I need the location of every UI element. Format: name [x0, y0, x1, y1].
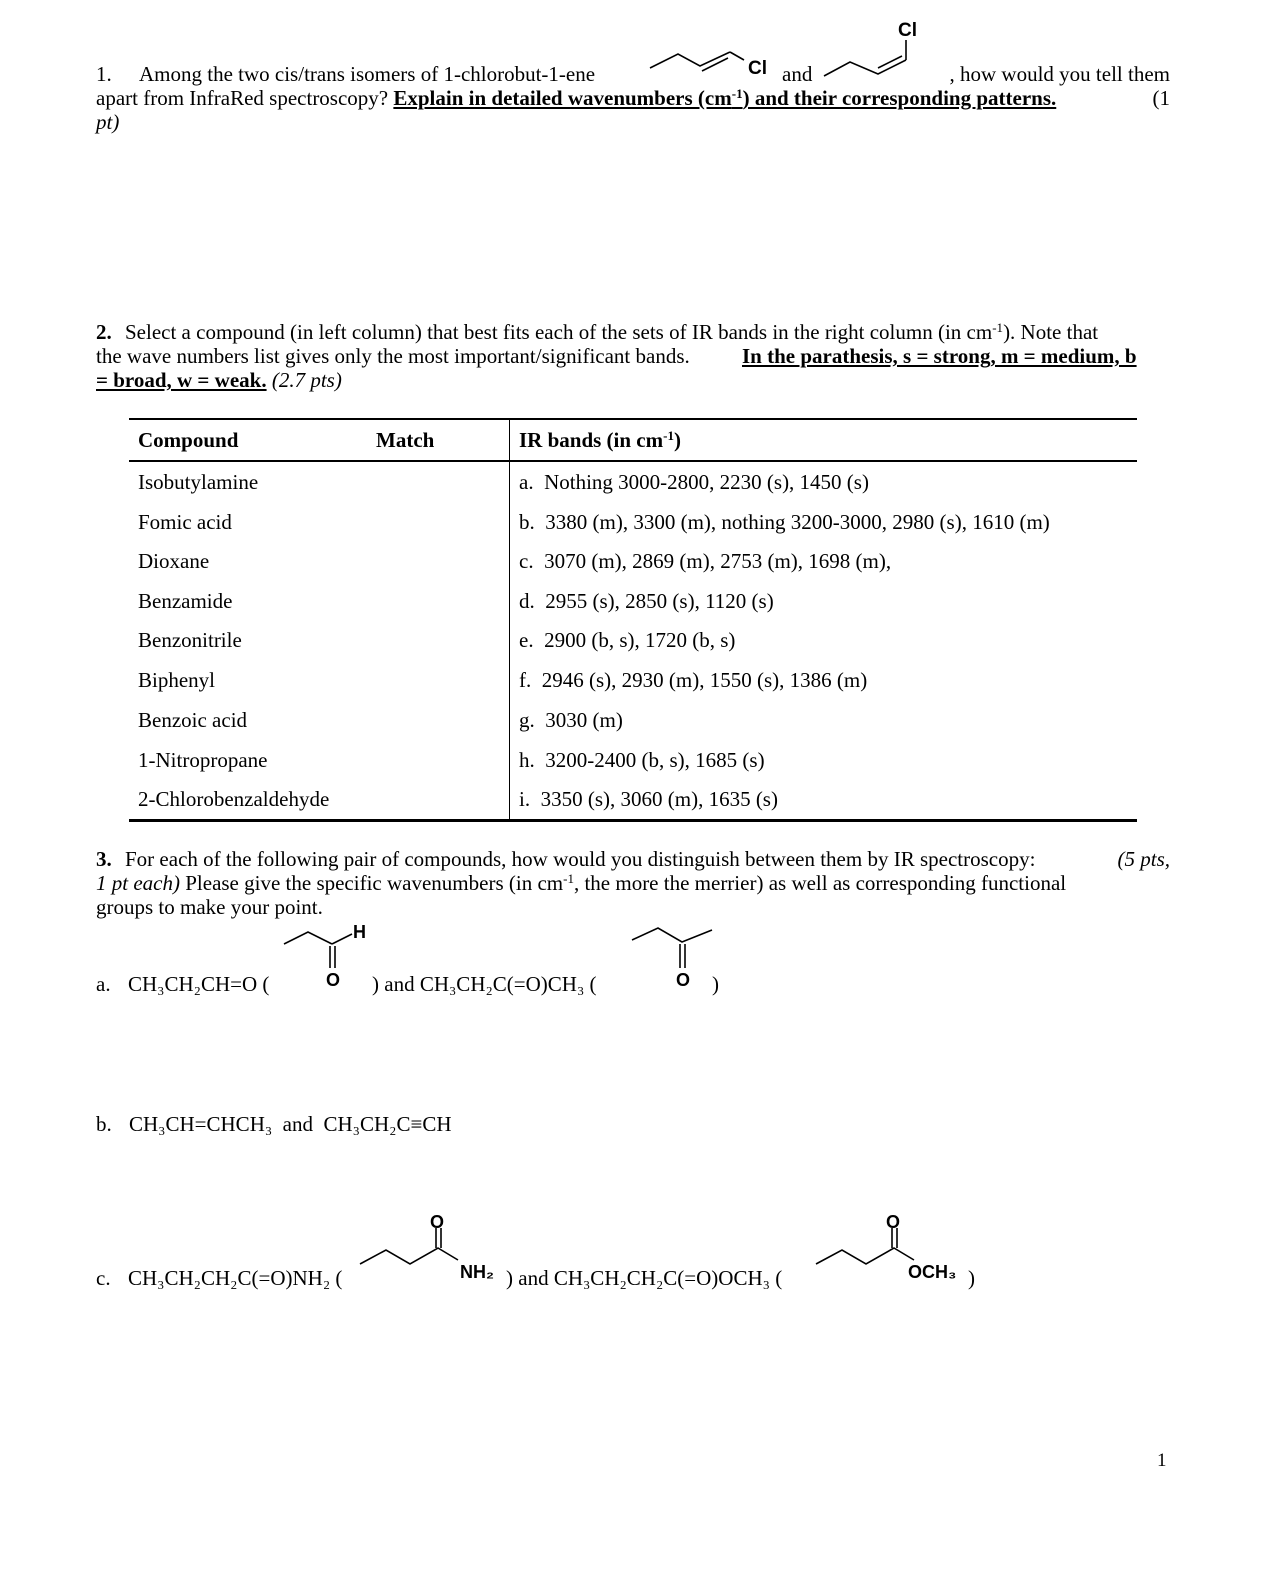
ir-band-cell: h. 3200-2400 (b, s), 1685 (s): [519, 748, 765, 772]
compound-cell: Benzoic acid: [138, 708, 248, 732]
table-column-separator: [509, 419, 510, 821]
q1-points-a: (1: [1152, 86, 1170, 110]
trans-cl-label: Cl: [748, 58, 767, 79]
trans-chlorobutene-structure: [648, 44, 758, 84]
q1-line2-start: apart from InfraRed spectroscopy?: [96, 86, 389, 110]
q2-line-1: 2. Select a compound (in left column) that best fits each of the sets of IR bands in the right column (in $cm^{-1}$). Note that: [96, 320, 1099, 344]
butanamide-o-label: O: [430, 1212, 445, 1232]
q2-number: 2.: [96, 320, 112, 344]
methyl-butanoate-o-label: O: [886, 1212, 901, 1232]
q1-points-b: pt): [96, 110, 120, 134]
cis-double-bond: [878, 56, 902, 68]
q3a-end: ): [712, 972, 719, 996]
ir-band-cell: c. 3070 (m), 2869 (m), 2753 (m), 1698 (m),: [519, 549, 892, 573]
table-top-rule: [129, 418, 1137, 420]
compound-cell: Dioxane: [138, 549, 210, 573]
q3a-formula-2: ) and CH₃CH₂C(=O)CH₃ (: [372, 972, 597, 996]
butanone-structure: [630, 926, 720, 982]
header-match: Match: [376, 428, 435, 452]
cis-skeleton: [824, 60, 906, 76]
q3a-formula-1: CH₃CH₂CH=O (: [128, 972, 270, 996]
cis-cl-label: Cl: [898, 20, 917, 41]
q3c-label: c.: [96, 1266, 111, 1290]
butanamide-structure: [358, 1210, 468, 1280]
q2-legend: In the parathesis, s = strong, m = medium, b: [742, 344, 1137, 368]
compound-cell: Benzonitrile: [138, 628, 242, 652]
ir-band-cell: f. 2946 (s), 2930 (m), 1550 (s), 1386 (m): [519, 668, 868, 692]
q1-lead-text: Among the two cis/trans isomers of 1-chlorobut-1-ene: [139, 62, 596, 86]
butanamide-nh2-label: NH₂: [460, 1262, 494, 1282]
trans-skeleton: [650, 52, 730, 68]
compound-cell: Benzamide: [138, 589, 233, 613]
page-number: 1: [1157, 1450, 1167, 1471]
propanal-chain: [284, 932, 332, 944]
compound-cell: Biphenyl: [138, 668, 215, 692]
q2-points: (2.7 pts): [271, 368, 342, 392]
ir-band-cell: e. 2900 (b, s), 1720 (b, s): [519, 628, 736, 652]
compound-cell: 2-Chlorobenzaldehyde: [138, 787, 330, 811]
q1-instruction: Explain in detailed wavenumbers $(cm^{-1})$ and their corresponding patterns.: [393, 86, 1057, 110]
header-compound: Compound: [138, 428, 239, 452]
ir-band-cell: i. 3350 (s), 3060 (m), 1635 (s): [519, 787, 778, 811]
q3-number: 3.: [96, 847, 112, 871]
propanal-h-label: H: [353, 922, 366, 942]
q3b-text: CH₃CH=CHCH₃ and CH₃CH₂C≡CH: [129, 1112, 452, 1136]
compound-cell: 1-Nitropropane: [138, 748, 268, 772]
ir-band-cell: b. 3380 (m), 3300 (m), nothing 3200-3000, 2980 (s), 1610 (m): [519, 510, 1050, 534]
table-bottom-rule: [129, 819, 1137, 822]
ir-band-cell: d. 2955 (s), 2850 (s), 1120 (s): [519, 589, 774, 613]
butanone-o-label: O: [676, 970, 691, 990]
ir-band-cell: a. Nothing 3000-2800, 2230 (s), 1450 (s): [519, 470, 869, 494]
compound-cell: Isobutylamine: [138, 470, 259, 494]
q3c-formula-2: ) and CH₃CH₂CH₂C(=O)OCH₃ (: [506, 1266, 783, 1290]
q2-line-2: the wave numbers list gives only the most important/significant bands. In the parathesis, s = strong, m = medium, b: [96, 344, 1137, 368]
methyl-butanoate-och3-label: OCH₃: [908, 1262, 957, 1282]
trans-double-bond: [702, 58, 728, 71]
header-ir-bands: IR bands (in $cm^{-1}$): [519, 428, 681, 452]
butanone-chain: [632, 928, 712, 942]
table-header-rule: [129, 460, 1137, 462]
q3a-label: a.: [96, 972, 111, 996]
q1-number: 1.: [96, 62, 112, 86]
compound-cell: Fomic acid: [138, 510, 232, 534]
butanamide-chain: [360, 1248, 458, 1264]
q2-line-3: = broad, w = weak. (2.7 pts): [96, 368, 342, 392]
propanal-o-label: O: [326, 970, 341, 990]
q3b-label: b.: [96, 1112, 112, 1136]
q1-tail-text: , how would you tell them: [949, 62, 1170, 86]
q1-and: and: [782, 62, 813, 86]
methyl-butanoate-chain: [816, 1248, 914, 1264]
q3-line-1: 3. For each of the following pair of compounds, how would you distinguish between them by IR spectroscopy: (5 pts,: [96, 847, 1170, 871]
q3c-end: ): [968, 1266, 975, 1290]
q1-line-2: [96, 86, 1170, 110]
q3-line-3: groups to make your point.: [96, 895, 323, 919]
ir-band-cell: g. 3030 (m): [519, 708, 623, 732]
q3-line-2: 1 pt each) Please give the specific wavenumbers (in $cm^{-1}$, the more the merrier) as well as corresponding functional: [96, 871, 1067, 895]
q3c-formula-1: CH₃CH₂CH₂C(=O)NH₂ (: [128, 1266, 343, 1290]
